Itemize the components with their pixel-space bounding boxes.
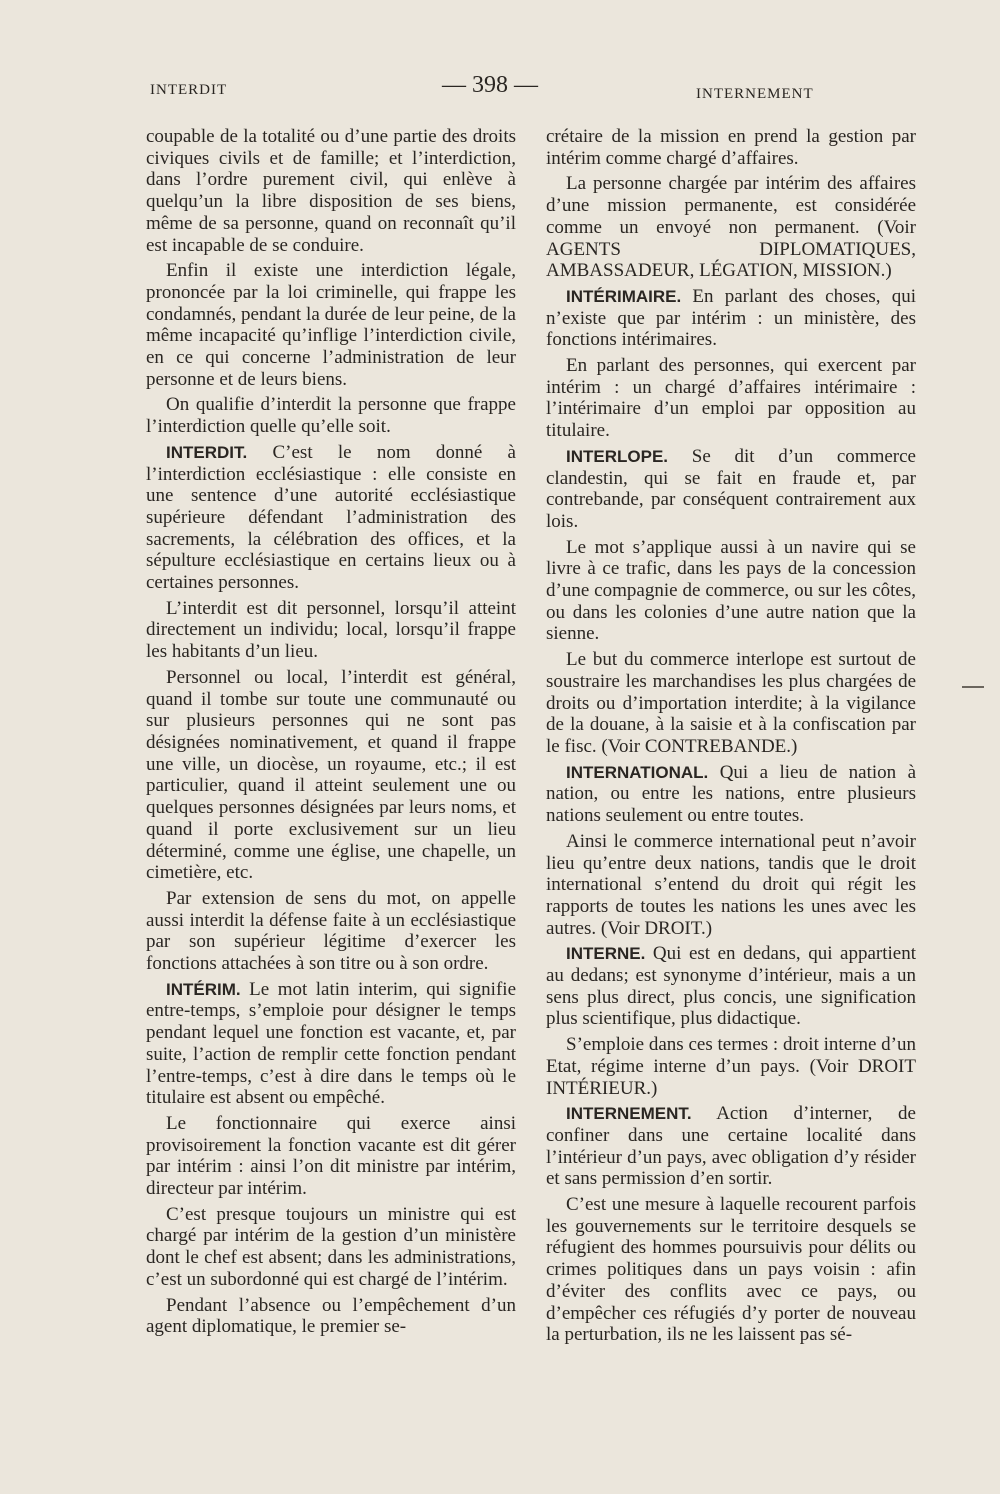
paragraph: En parlant des personnes, qui exercent par intérim : un chargé d’affaires intérimaire : l’intérimaire d’un emploi par opposition au titulaire.	[546, 355, 916, 442]
headword: INTERNATIONAL.	[566, 762, 709, 782]
headword: INTÉRIM.	[166, 979, 241, 999]
paragraph: C’est presque toujours un ministre qui est chargé par intérim de la gestion d’un ministère dont le chef est absent; dans les administrations, c’est un subordonné qui est chargé de l’intérim.	[146, 1203, 516, 1290]
paragraph: crétaire de la mission en prend la gestion par intérim comme chargé d’affaires.	[546, 126, 916, 169]
paragraph: C’est une mesure à laquelle recourent parfois les gouvernements sur le territoire desquels se réfugient des hommes poursuivis pour délits ou crimes politiques dans un pays voisin : afin d’éviter des conflits avec ce pays, ou d’empêcher ces réfugiés d’y porter de nouveau la perturbation, ils ne les laissent pas sé-	[546, 1194, 916, 1346]
paragraph: Le fonctionnaire qui exerce ainsi provisoirement la fonction vacante est dit gérer par intérim : ainsi l’on dit ministre par intérim, directeur par intérim.	[146, 1112, 516, 1200]
headword: INTÉRIMAIRE.	[566, 286, 682, 306]
paragraph: Personnel ou local, l’interdit est général, quand il tombe sur toute une communauté ou sur plusieurs personnes qui ne sont pas désignées nominativement, et quand il frappe une ville, un diocèse, un royaume, etc.; il est particulier, quand il atteint seulement une ou quelques personnes désignées par leurs noms, et quand il porte exclusivement sur un lieu déterminé, comme une église, une chapelle, un cimetière, etc.	[146, 666, 516, 884]
entry-text: Se dit d’un commerce clandestin, qui se fait en fraude et, par contrebande, par conséquent contrairement aux lois.	[546, 445, 916, 532]
page-number: — 398 —	[442, 72, 538, 98]
headword: INTERLOPE.	[566, 446, 669, 466]
headword: INTERDIT.	[166, 442, 248, 462]
entry-text: En parlant des choses, qui n’existe que par intérim : un ministère, des fonctions intérimaires.	[546, 285, 916, 351]
margin-dash	[962, 686, 984, 688]
left-column	[146, 126, 516, 1342]
paragraph: L’interdit est dit personnel, lorsqu’il atteint directement un individu; local, lorsqu’il frappe les habitants d’un lieu.	[146, 597, 516, 663]
paragraph: On qualifie d’interdit la personne que frappe l’interdiction quelle qu’elle soit.	[146, 394, 516, 438]
entry-text: Qui a lieu de nation à nation, ou entre les nations, entre plusieurs nations seulement ou entre toutes.	[546, 761, 916, 827]
entry-interimaire	[546, 286, 916, 351]
headword: INTERNEMENT.	[566, 1104, 692, 1124]
right-column	[546, 126, 916, 1350]
entry-interlope	[546, 446, 916, 533]
header-left-word: INTERDIT	[150, 82, 228, 98]
entry-text: C’est le nom donné à l’interdiction ecclésiastique : elle consiste en une sentence d’une autorité ecclésiastique supérieure défendant l’administration des sacrements, la célébration des offices, et la sépulture ecclésiastique en certains lieux ou à certaines personnes.	[146, 441, 516, 594]
entry-interim	[146, 979, 516, 1109]
paragraph: S’emploie dans ces termes : droit interne d’un Etat, régime interne d’un pays. (Voir DROIT INTÉRIEUR.)	[546, 1034, 916, 1099]
entry-interne	[546, 943, 916, 1030]
header-right-word: INTERNEMENT	[696, 86, 814, 102]
running-header	[150, 72, 830, 116]
paragraph: Le but du commerce interlope est surtout de soustraire les marchandises les plus chargées de droits ou d’importation interdite; à la vigilance de la douane, à la saisie et à la confiscation par le fisc. (Voir CONTREBANDE.)	[546, 649, 916, 757]
entry-text: Qui est en dedans, qui appartient au dedans; est synonyme d’intérieur, mais a un sens plus direct, plus concis, une signification plus scientifique, plus didactique.	[546, 943, 916, 1030]
paragraph: Le mot s’applique aussi à un navire qui se livre à ce trafic, dans les pays de la concession d’une compagnie de commerce, ou sur les côtes, ou dans les colonies d’une autre nation que la sienne.	[546, 536, 916, 645]
paragraph: Pendant l’absence ou l’empêchement d’un agent diplomatique, le premier se-	[146, 1294, 516, 1338]
entry-interdit	[146, 442, 516, 594]
entry-text: Action d’interner, de confiner dans une certaine localité dans l’intérieur d’un pays, avec obligation d’y résider et sans permission d’en sortir.	[546, 1103, 916, 1190]
entry-international	[546, 762, 916, 827]
paragraph: La personne chargée par intérim des affaires d’une mission permanente, est considérée comme un envoyé non permanent. (Voir AGENTS DIPLOMATIQUES, AMBASSADEUR, LÉGATION, MISSION.)	[546, 173, 916, 282]
entry-internement	[546, 1103, 916, 1190]
paragraph: coupable de la totalité ou d’une partie des droits civiques civils et de famille; et l’interdiction, dans l’ordre purement civil, qui enlève à quelqu’un la libre disposition de ses biens, même de sa personne, quand on reconnaît qu’il est incapable de se conduire.	[146, 126, 516, 256]
headword: INTERNE.	[566, 944, 646, 964]
entry-text: Le mot latin interim, qui signifie entre-temps, s’emploie pour désigner le temps pendant lequel une fonction est vacante, et, par suite, l’action de remplir cette fonction pendant l’entre-temps, c’est à dire dans le temps où le titulaire est absent ou empêché.	[146, 978, 516, 1109]
paragraph: Enfin il existe une interdiction légale, prononcée par la loi criminelle, qui frappe les condamnés, pendant la durée de leur peine, de la même incapacité qu’inflige l’interdiction civile, en ce qui concerne l’administration de leur personne et de leurs biens.	[146, 260, 516, 390]
paragraph: Ainsi le commerce international peut n’avoir lieu qu’entre deux nations, tandis que le droit international s’entend du droit qui régit les rapports de toutes les nations les unes avec les autres. (Voir DROIT.)	[546, 830, 916, 939]
paragraph: Par extension de sens du mot, on appelle aussi interdit la défense faite à un ecclésiastique par son supérieur légitime d’exercer les fonctions attachées à son titre ou à son ordre.	[146, 887, 516, 975]
